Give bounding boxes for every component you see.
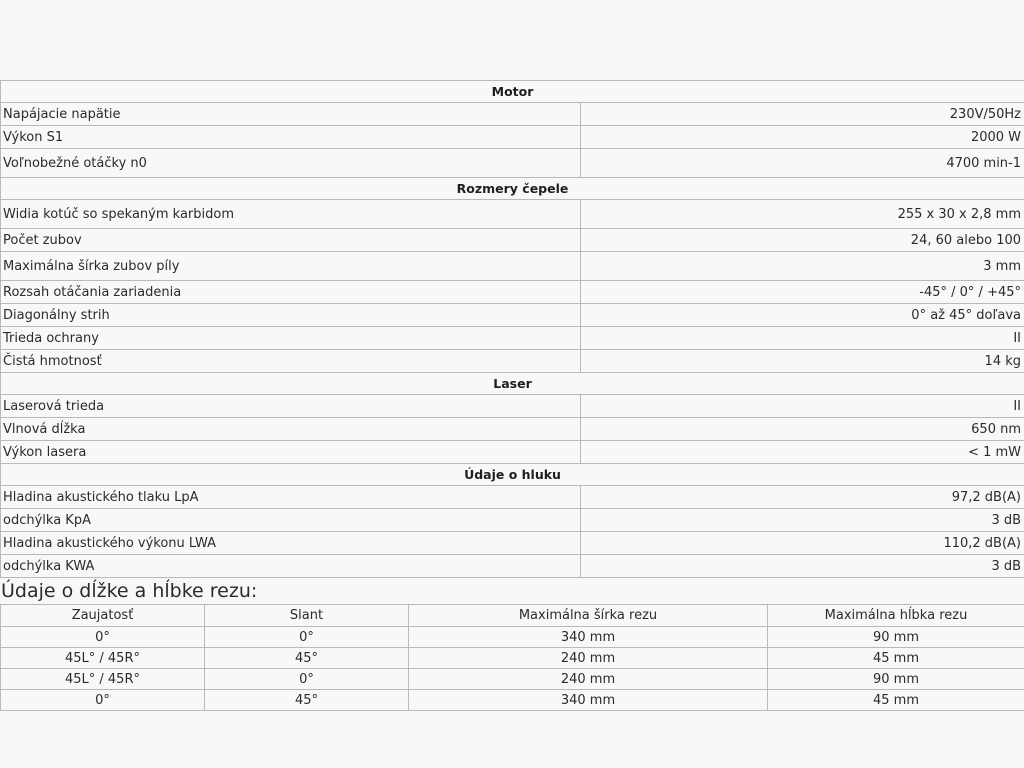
column-header-max-cut-width: Maximálna šírka rezu (409, 605, 768, 627)
max-cut-width-cell: 240 mm (409, 669, 768, 690)
spec-label: Vlnová dĺžka (1, 418, 581, 441)
max-cut-width-cell: 340 mm (409, 627, 768, 648)
bias-cell: 0° (1, 627, 205, 648)
specifications-table (0, 80, 1024, 578)
spec-label: Napájacie napätie (1, 103, 581, 126)
section-header-row (1, 81, 1024, 103)
spec-value: 2000 W (581, 126, 1024, 149)
section-header-row (1, 178, 1024, 200)
spec-value: 3 mm (581, 252, 1024, 281)
spec-value: II (581, 327, 1024, 350)
spec-row (1, 532, 1024, 555)
section-title: Údaje o hluku (1, 464, 1024, 486)
cut-data-table (0, 604, 1024, 711)
spec-row (1, 103, 1024, 126)
spec-label: Čistá hmotnosť (1, 350, 581, 373)
spec-label: Voľnobežné otáčky n0 (1, 149, 581, 178)
section-header-row (1, 464, 1024, 486)
spec-label: odchýlka KpA (1, 509, 581, 532)
spec-label: Diagonálny strih (1, 304, 581, 327)
spec-label: Rozsah otáčania zariadenia (1, 281, 581, 304)
spec-row (1, 418, 1024, 441)
spec-label: Maximálna šírka zubov píly (1, 252, 581, 281)
spec-value: 97,2 dB(A) (581, 486, 1024, 509)
spec-row (1, 281, 1024, 304)
spec-label: Laserová trieda (1, 395, 581, 418)
column-header-slant: Slant (205, 605, 409, 627)
spec-value: -45° / 0° / +45° (581, 281, 1024, 304)
spec-value: II (581, 395, 1024, 418)
spec-value: 3 dB (581, 509, 1024, 532)
bias-cell: 45L° / 45R° (1, 669, 205, 690)
slant-cell: 45° (205, 690, 409, 711)
cut-data-heading: Údaje o dĺžke a hĺbke rezu: (1, 580, 258, 602)
spec-row (1, 200, 1024, 229)
spec-row (1, 327, 1024, 350)
spec-row (1, 304, 1024, 327)
table-row (1, 627, 1024, 648)
spec-value: 4700 min-1 (581, 149, 1024, 178)
spec-label: Trieda ochrany (1, 327, 581, 350)
bias-cell: 45L° / 45R° (1, 648, 205, 669)
spec-label: Výkon lasera (1, 441, 581, 464)
cut-table-header-row (1, 605, 1024, 627)
spec-row (1, 229, 1024, 252)
spec-row (1, 555, 1024, 578)
spec-row (1, 149, 1024, 178)
max-cut-width-cell: 340 mm (409, 690, 768, 711)
slant-cell: 0° (205, 627, 409, 648)
spec-row (1, 395, 1024, 418)
column-header-max-cut-depth: Maximálna hĺbka rezu (768, 605, 1024, 627)
spec-value: 3 dB (581, 555, 1024, 578)
spec-row (1, 441, 1024, 464)
spec-row (1, 486, 1024, 509)
spec-row (1, 252, 1024, 281)
spec-label: Hladina akustického výkonu LWA (1, 532, 581, 555)
section-title: Rozmery čepele (1, 178, 1024, 200)
spec-value: 24, 60 alebo 100 (581, 229, 1024, 252)
max-cut-depth-cell: 45 mm (768, 648, 1024, 669)
table-row (1, 669, 1024, 690)
max-cut-depth-cell: 90 mm (768, 669, 1024, 690)
section-header-row (1, 373, 1024, 395)
spec-label: Výkon S1 (1, 126, 581, 149)
spec-value: 650 nm (581, 418, 1024, 441)
spec-row (1, 126, 1024, 149)
spec-label: Hladina akustického tlaku LpA (1, 486, 581, 509)
spec-row (1, 350, 1024, 373)
slant-cell: 45° (205, 648, 409, 669)
slant-cell: 0° (205, 669, 409, 690)
spec-label: Widia kotúč so spekaným karbidom (1, 200, 581, 229)
spec-label: Počet zubov (1, 229, 581, 252)
spec-value: < 1 mW (581, 441, 1024, 464)
spec-value: 0° až 45° doľava (581, 304, 1024, 327)
max-cut-width-cell: 240 mm (409, 648, 768, 669)
spec-value: 14 kg (581, 350, 1024, 373)
bias-cell: 0° (1, 690, 205, 711)
max-cut-depth-cell: 45 mm (768, 690, 1024, 711)
spec-value: 110,2 dB(A) (581, 532, 1024, 555)
content (0, 80, 1024, 711)
max-cut-depth-cell: 90 mm (768, 627, 1024, 648)
section-title: Laser (1, 373, 1024, 395)
spec-value: 230V/50Hz (581, 103, 1024, 126)
spec-value: 255 x 30 x 2,8 mm (581, 200, 1024, 229)
spec-row (1, 509, 1024, 532)
table-row (1, 690, 1024, 711)
column-header-bias: Zaujatosť (1, 605, 205, 627)
section-title: Motor (1, 81, 1024, 103)
table-row (1, 648, 1024, 669)
spec-label: odchýlka KWA (1, 555, 581, 578)
